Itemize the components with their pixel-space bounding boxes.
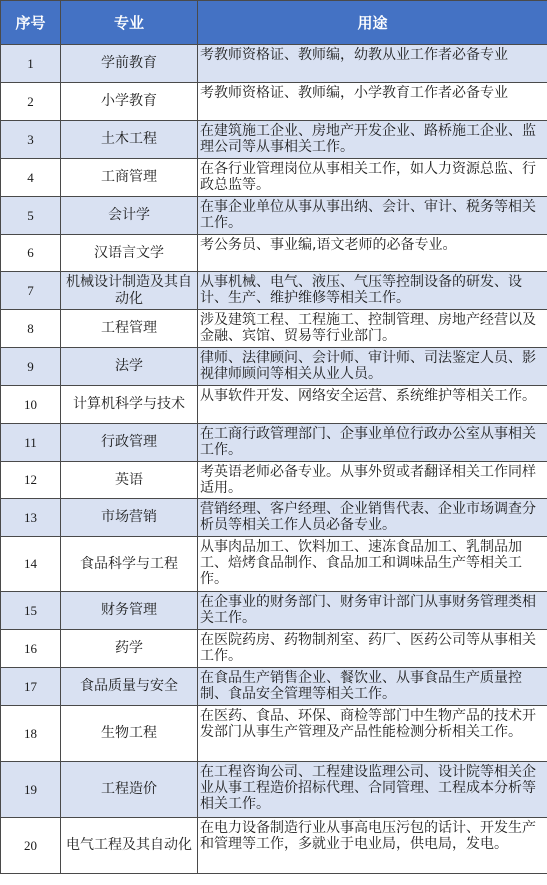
table-row (1, 537, 547, 592)
row-index: 4 (1, 159, 61, 197)
table-row (1, 386, 547, 424)
row-index: 8 (1, 310, 61, 348)
table-row (1, 706, 547, 762)
row-usage: 律师、法律顾问、会计师、审计师、司法鉴定人员、影视律师顾问等相关从业人员。 (198, 348, 547, 386)
table-row (1, 45, 547, 83)
row-usage: 在医药、食品、环保、商检等部门中生物产品的技术开发部门从事生产管理及产品性能检测分析相关工作。 (198, 706, 547, 762)
row-major: 工程造价 (61, 762, 198, 818)
row-index: 14 (1, 537, 61, 592)
row-usage: 在事企业单位从事从事出纳、会计、审计、税务等相关工作。 (198, 197, 547, 235)
table-row (1, 762, 547, 818)
row-usage: 在工商行政管理部门、企事业单位行政办公室从事相关工作。 (198, 424, 547, 462)
table-row (1, 235, 547, 272)
table-row (1, 592, 547, 630)
row-index: 18 (1, 706, 61, 762)
row-usage: 在各行业管理岗位从事相关工作，如人力资源总监、行政总监等。 (198, 159, 547, 197)
table-row (1, 668, 547, 706)
row-usage: 从事机械、电气、液压、气压等控制设备的研发、设计、生产、维护维修等相关工作。 (198, 272, 547, 310)
row-index: 5 (1, 197, 61, 235)
row-major: 工商管理 (61, 159, 198, 197)
table-row (1, 83, 547, 121)
row-major: 学前教育 (61, 45, 198, 83)
row-usage: 从事软件开发、网络安全运营、系统维护等相关工作。 (198, 386, 547, 424)
row-major: 英语 (61, 462, 198, 499)
table-row (1, 121, 547, 159)
row-usage: 在建筑施工企业、房地产开发企业、路桥施工企业、监理公司等从事相关工作。 (198, 121, 547, 159)
row-major: 药学 (61, 630, 198, 668)
row-usage: 考英语老师必备专业。从事外贸或者翻译相关工作同样适用。 (198, 462, 547, 499)
header-row (1, 1, 547, 45)
row-index: 19 (1, 762, 61, 818)
row-index: 11 (1, 424, 61, 462)
header-index: 序号 (1, 1, 61, 45)
table-row (1, 310, 547, 348)
table-row (1, 499, 547, 537)
row-usage: 考公务员、事业编,语文老师的必备专业。 (198, 235, 547, 272)
table-row (1, 348, 547, 386)
row-major: 财务管理 (61, 592, 198, 630)
row-usage: 在食品生产销售企业、餐饮业、从事食品生产质量控制、食品安全管理等相关工作。 (198, 668, 547, 706)
row-index: 15 (1, 592, 61, 630)
row-major: 食品质量与安全 (61, 668, 198, 706)
table-row (1, 159, 547, 197)
row-major: 生物工程 (61, 706, 198, 762)
row-index: 13 (1, 499, 61, 537)
row-major: 机械设计制造及其自动化 (61, 272, 198, 310)
row-major: 行政管理 (61, 424, 198, 462)
row-usage: 在电力设备制造行业从事高电压污包的话计、开发生产和管理等工作，多就业于电业局，供电局，发电。 (198, 818, 547, 874)
row-usage: 涉及建筑工程、工程施工、控制管理、房地产经营以及金融、宾馆、贸易等行业部门。 (198, 310, 547, 348)
table-row (1, 424, 547, 462)
row-index: 1 (1, 45, 61, 83)
row-major: 土木工程 (61, 121, 198, 159)
row-usage: 考教师资格证、教师编，幼教从业工作者必备专业 (198, 45, 547, 83)
row-index: 12 (1, 462, 61, 499)
table-row (1, 630, 547, 668)
table-row (1, 197, 547, 235)
row-major: 会计学 (61, 197, 198, 235)
row-index: 10 (1, 386, 61, 424)
row-major: 汉语言文学 (61, 235, 198, 272)
row-index: 6 (1, 235, 61, 272)
header-usage: 用途 (198, 1, 547, 45)
row-major: 电气工程及其自动化 (61, 818, 198, 874)
row-major: 市场营销 (61, 499, 198, 537)
table-row (1, 818, 547, 874)
row-index: 9 (1, 348, 61, 386)
row-usage: 在医院药房、药物制剂室、药厂、医药公司等从事相关工作。 (198, 630, 547, 668)
table-row (1, 462, 547, 499)
row-usage: 考教师资格证、教师编，小学教育工作者必备专业 (198, 83, 547, 121)
table-row (1, 272, 547, 310)
row-usage: 营销经理、客户经理、企业销售代表、企业市场调查分析员等相关工作人员必备专业。 (198, 499, 547, 537)
row-usage: 在企事业的财务部门、财务审计部门从事财务管理类相关工作。 (198, 592, 547, 630)
row-index: 16 (1, 630, 61, 668)
row-index: 17 (1, 668, 61, 706)
row-index: 2 (1, 83, 61, 121)
row-major: 计算机科学与技术 (61, 386, 198, 424)
row-index: 20 (1, 818, 61, 874)
row-major: 法学 (61, 348, 198, 386)
header-major: 专业 (61, 1, 198, 45)
row-index: 3 (1, 121, 61, 159)
row-index: 7 (1, 272, 61, 310)
row-major: 食品科学与工程 (61, 537, 198, 592)
row-major: 工程管理 (61, 310, 198, 348)
row-usage: 在工程咨询公司、工程建设监理公司、设计院等相关企业从事工程造价招标代理、合同管理、工程成本分析等相关工作。 (198, 762, 547, 818)
row-major: 小学教育 (61, 83, 198, 121)
row-usage: 从事肉品加工、饮料加工、速冻食品加工、乳制品加工、焙烤食品制作、食品加工和调味品生产等相关工作。 (198, 537, 547, 592)
